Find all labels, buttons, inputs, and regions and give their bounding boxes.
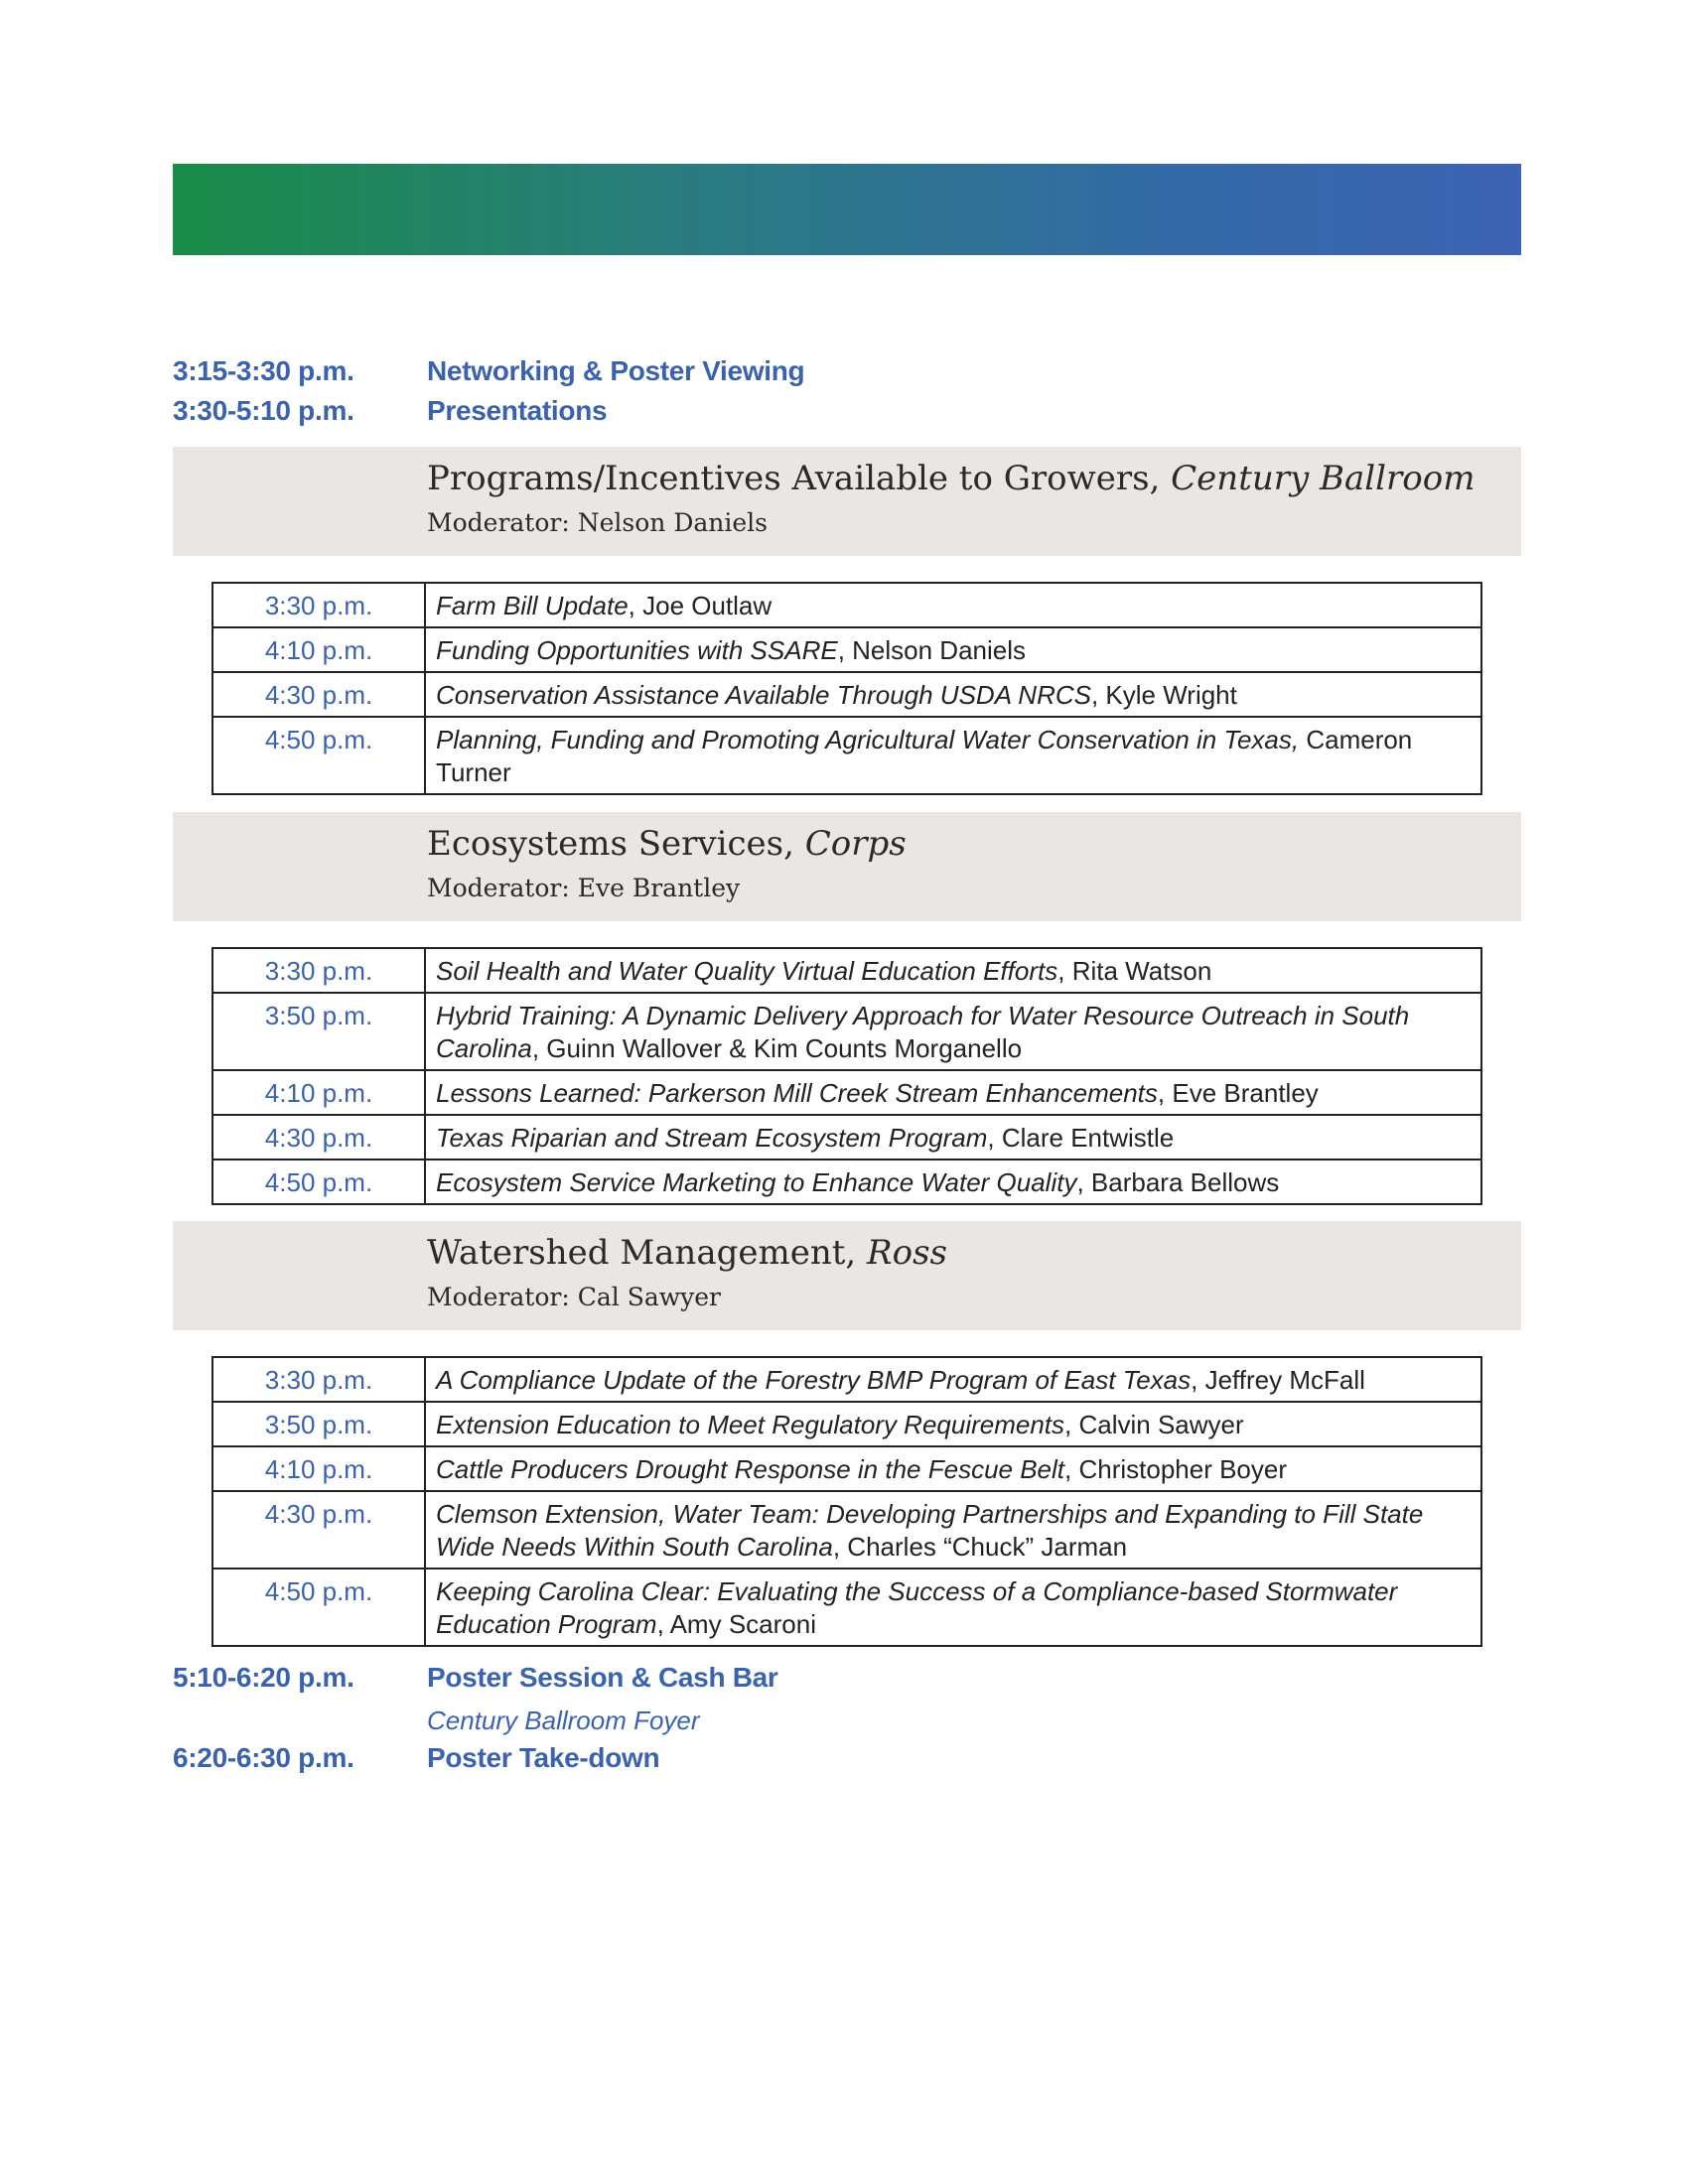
talk-title: Farm Bill Update [436,591,629,620]
table-row [212,717,1481,794]
talk-title: Conservation Assistance Available Through USDA NRCS [436,680,1091,710]
session-talks-table-ecosystems [211,947,1482,1205]
session-moderator: Moderator: Eve Brantley [427,874,741,902]
talk-time: 3:30 p.m. [212,583,425,627]
session-room: Corps [804,824,907,864]
talk-time: 4:30 p.m. [212,672,425,717]
session-title-text: Programs/Incentives Available to Growers, [427,459,1161,498]
table-row [212,1070,1481,1115]
talk-time: 4:10 p.m. [212,1070,425,1115]
talk-title: Planning, Funding and Promoting Agricultural Water Conservation in Texas, [436,725,1300,754]
schedule-time: 5:10-6:20 p.m. [173,1662,354,1693]
talk-time: 4:30 p.m. [212,1491,425,1569]
talk-details [425,672,1481,717]
talk-details [425,627,1481,672]
table-row [212,672,1481,717]
talk-time: 4:50 p.m. [212,1569,425,1646]
talk-time: 3:50 p.m. [212,1402,425,1446]
table-row [212,583,1481,627]
talk-title: Clemson Extension, Water Team: Developing Partnerships and Expanding to Fill State Wide Needs Within South Carolina [436,1499,1424,1562]
schedule-time: 3:15-3:30 p.m. [173,355,354,386]
talk-time: 3:50 p.m. [212,993,425,1070]
talk-title: Keeping Carolina Clear: Evaluating the Success of a Compliance-based Stormwater Education Program [436,1576,1398,1639]
session-talks-table-programs [211,582,1482,795]
talk-title: Funding Opportunities with SSARE [436,635,838,665]
talk-speaker: , Christopher Boyer [1064,1454,1288,1484]
talk-details [425,1160,1481,1204]
session-room: Ross [867,1233,947,1273]
schedule-time: 6:20-6:30 p.m. [173,1742,354,1773]
talk-details [425,1115,1481,1160]
schedule-label: Poster Session & Cash Bar [427,1662,778,1693]
schedule-label: Poster Take-down [427,1742,660,1773]
talk-time: 4:10 p.m. [212,627,425,672]
talk-speaker: , Clare Entwistle [987,1123,1175,1153]
poster-session-location: Century Ballroom Foyer [427,1706,700,1735]
talk-details [425,993,1481,1070]
talk-speaker: , Nelson Daniels [837,635,1026,665]
talk-details [425,1446,1481,1491]
talk-speaker: , Barbara Bellows [1076,1167,1280,1197]
session-title [427,824,907,864]
talk-title: Cattle Producers Drought Response in the Fescue Belt [436,1454,1065,1484]
talk-title: Ecosystem Service Marketing to Enhance Water Quality [436,1167,1077,1197]
session-room: Century Ballroom [1171,459,1476,498]
table-row [212,1357,1481,1402]
table-row [212,1491,1481,1569]
session-title [427,459,1475,498]
talk-speaker: , Charles “Chuck” Jarman [832,1532,1128,1562]
talk-title: Lessons Learned: Parkerson Mill Creek Stream Enhancements [436,1078,1158,1108]
schedule-label: Presentations [427,395,608,426]
talk-speaker: , Calvin Sawyer [1064,1410,1244,1439]
table-row [212,1402,1481,1446]
talk-title: Texas Riparian and Stream Ecosystem Program [436,1123,988,1153]
talk-speaker: , Eve Brantley [1157,1078,1319,1108]
session-moderator: Moderator: Cal Sawyer [427,1283,721,1311]
talk-speaker: , Rita Watson [1057,956,1212,986]
talk-details [425,1070,1481,1115]
talk-time: 3:30 p.m. [212,1357,425,1402]
talk-speaker: , Joe Outlaw [628,591,773,620]
table-row [212,1569,1481,1646]
talk-speaker: , Amy Scaroni [656,1609,816,1639]
table-row [212,1115,1481,1160]
schedule-label: Networking & Poster Viewing [427,355,805,386]
talk-title: Soil Health and Water Quality Virtual Education Efforts [436,956,1058,986]
talk-speaker: , Guinn Wallover & Kim Counts Morganello [531,1033,1023,1063]
session-header-programs [173,447,1521,556]
session-talks-table-watershed [211,1356,1482,1647]
talk-title: Extension Education to Meet Regulatory Requirements [436,1410,1065,1439]
session-title [427,1233,947,1273]
talk-time: 4:10 p.m. [212,1446,425,1491]
table-row [212,627,1481,672]
talk-title: Hybrid Training: A Dynamic Delivery Approach for Water Resource Outreach in South Carolina [436,1001,1410,1063]
talk-details [425,1402,1481,1446]
talk-details [425,717,1481,794]
schedule-time: 3:30-5:10 p.m. [173,395,354,426]
talk-time: 3:30 p.m. [212,948,425,993]
header-banner [173,164,1521,255]
talk-details [425,1569,1481,1646]
talk-speaker: , Jeffrey McFall [1191,1365,1365,1395]
talk-speaker: , Kyle Wright [1090,680,1237,710]
talk-time: 4:50 p.m. [212,717,425,794]
table-row [212,948,1481,993]
session-title-text: Ecosystems Services, [427,824,794,864]
talk-details [425,1357,1481,1402]
talk-time: 4:30 p.m. [212,1115,425,1160]
talk-speaker: Cameron Turner [436,725,1413,787]
talk-details [425,948,1481,993]
session-moderator: Moderator: Nelson Daniels [427,508,768,537]
talk-details [425,1491,1481,1569]
table-row [212,1446,1481,1491]
session-header-ecosystems [173,812,1521,921]
talk-time: 4:50 p.m. [212,1160,425,1204]
talk-details [425,583,1481,627]
talk-title: A Compliance Update of the Forestry BMP Program of East Texas [436,1365,1192,1395]
table-row [212,993,1481,1070]
session-title-text: Watershed Management, [427,1233,857,1273]
table-row [212,1160,1481,1204]
session-header-watershed [173,1221,1521,1330]
